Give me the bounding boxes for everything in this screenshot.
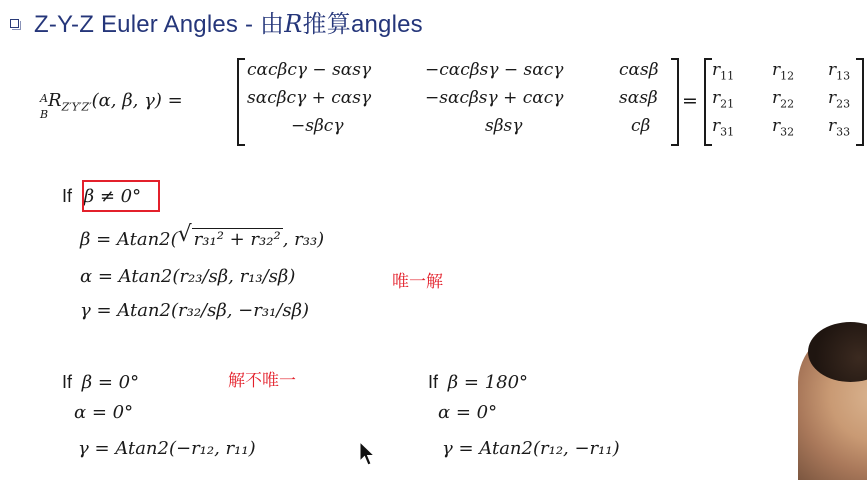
matrix-cell-3-1: −sβcγ [291, 116, 344, 136]
title-variable: R [284, 9, 303, 38]
if-label: If [428, 372, 439, 392]
r-symbol: r [828, 88, 837, 108]
condition-beta-zero: β = 0° [81, 372, 140, 393]
r-index: 32 [780, 125, 795, 139]
matrix-cell-2-2: −sαcβsγ + cαcγ [425, 88, 564, 108]
r-index: 21 [720, 97, 735, 111]
r-index: 33 [836, 125, 851, 139]
r-cell-3-3 [828, 116, 850, 138]
case-zero-gamma: γ = Atan2(−r₁₂, r₁₁) [78, 438, 256, 459]
r-index: 11 [720, 69, 735, 83]
beta-formula-suffix: , r₃₃) [282, 229, 325, 250]
sqrt-expression [177, 222, 283, 250]
r-symbol: r [712, 60, 721, 80]
bracket-corner [706, 144, 712, 146]
r-cell-2-1 [712, 88, 734, 110]
r-matrix [704, 58, 864, 146]
frame-subscript: B [40, 108, 49, 121]
r-index: 22 [780, 97, 795, 111]
r-cell-3-1 [712, 116, 734, 138]
r-index: 31 [720, 125, 735, 139]
bracket-corner [239, 58, 245, 60]
r-symbol: r [772, 116, 781, 136]
alpha-formula: α = Atan2(r₂₃/sβ, r₁₃/sβ) [80, 266, 296, 287]
title-prefix: Z-Y-Z Euler Angles - 由 [34, 10, 285, 38]
case-180-condition [428, 372, 528, 393]
r-cell-1-2 [772, 60, 794, 82]
condition-beta-nonzero: β ≠ 0° [83, 186, 142, 207]
matrix-cell-3-2: sβsγ [485, 116, 523, 136]
r-cell-1-1 [712, 60, 734, 82]
title-row [10, 4, 423, 38]
beta-formula-prefix: β = Atan2( [80, 229, 178, 250]
r-cell-3-2 [772, 116, 794, 138]
square-bullet-icon [10, 19, 19, 28]
case-180-alpha: α = 0° [438, 402, 498, 423]
r-index: 23 [836, 97, 851, 111]
bracket-corner [856, 144, 862, 146]
bracket-corner [671, 144, 677, 146]
r-cell-2-2 [772, 88, 794, 110]
title-suffix: 推算angles [302, 10, 423, 38]
presenter-image [798, 328, 867, 480]
r-cell-2-3 [828, 88, 850, 110]
matrix-cell-1-1: cαcβcγ − sαsγ [247, 60, 372, 80]
bracket-corner [239, 144, 245, 146]
equals-sign: = [682, 90, 698, 112]
matrix-cell-2-1: sαcβcγ + cαsγ [247, 88, 372, 108]
r-index: 13 [836, 69, 851, 83]
unique-solution-note: 唯一解 [392, 272, 443, 291]
matrix-cell-3-3: cβ [631, 116, 651, 136]
bracket-corner [856, 58, 862, 60]
sqrt-icon: √ [177, 222, 192, 247]
highlight-box [82, 180, 160, 212]
matrix-cell-2-3: sαsβ [619, 88, 658, 108]
matrix-args: (α, β, γ) = [91, 90, 183, 111]
r-symbol: r [828, 60, 837, 80]
r-symbol: r [772, 88, 781, 108]
sqrt-radicand: r₃₁² + r₃₂² [193, 229, 281, 250]
condition-beta-180: β = 180° [447, 372, 529, 393]
r-cell-1-3 [828, 60, 850, 82]
matrix-cell-1-3: cαsβ [619, 60, 659, 80]
if-label: If [62, 372, 73, 392]
r-symbol: r [772, 60, 781, 80]
matrix-cell-1-2: −cαcβsγ − sαcγ [425, 60, 564, 80]
beta-formula [80, 222, 325, 250]
r-symbol: r [712, 88, 721, 108]
case-zero-alpha: α = 0° [74, 402, 134, 423]
r-symbol: r [828, 116, 837, 136]
rotation-matrix [237, 58, 679, 146]
matrix-symbol: R [48, 90, 62, 111]
if-label: If [62, 186, 73, 206]
r-symbol: r [712, 116, 721, 136]
rotation-matrix-lhs [38, 90, 183, 121]
slide-title [34, 4, 423, 39]
zyz-subscript: Z′Y′Z′ [61, 100, 92, 114]
r-index: 12 [780, 69, 795, 83]
gamma-formula: γ = Atan2(r₃₂/sβ, −r₃₁/sβ) [80, 300, 310, 321]
frame-superscript: A [40, 92, 48, 105]
bracket-corner [671, 58, 677, 60]
case-zero-condition [62, 372, 139, 393]
non-unique-solution-note: 解不唯一 [228, 371, 296, 390]
case-180-gamma: γ = Atan2(r₁₂, −r₁₁) [442, 438, 620, 459]
mouse-pointer-icon [359, 441, 377, 467]
